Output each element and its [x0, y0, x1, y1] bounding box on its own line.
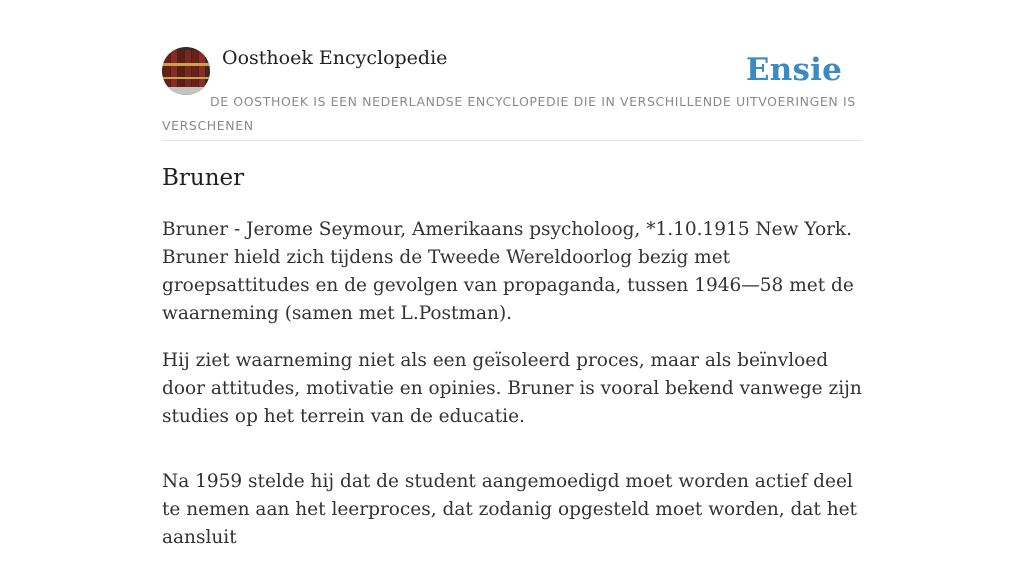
site-header	[162, 46, 862, 141]
article-paragraph: Bruner - Jerome Seymour, Amerikaans psycholoog, *1.10.1915 New York. Bruner hield zich tijdens de Tweede Wereldoorlog bezig met groepsattitudes en de gevolgen van propaganda, tussen 1946—58 met de waarneming (samen met L.Postman).	[162, 219, 854, 324]
article-body	[162, 216, 862, 571]
encyclopedia-books-icon[interactable]	[162, 47, 210, 95]
publication-tagline: DE OOSTHOEK IS EEN NEDERLANDSE ENCYCLOPEDIE DIE IN VERSCHILLENDE UITVOERINGEN IS VERSCHENEN	[162, 94, 856, 133]
ensie-logo-link[interactable]: Ensie	[745, 52, 842, 88]
publication-title-link[interactable]: Oosthoek Encyclopedie	[222, 47, 448, 69]
article-paragraph: Hij ziet waarneming niet als een geïsoleerd proces, maar als beïnvloed door attitudes, motivatie en opinies. Bruner is vooral bekend vanwege zijn studies op het terrein van de educatie.	[162, 350, 862, 427]
article-title: Bruner	[162, 165, 245, 191]
article-paragraph: Na 1959 stelde hij dat de student aangemoedigd moet worden actief deel te nemen aan het leerproces, dat zodanig opgesteld moet worden, dat het aansluit	[162, 471, 857, 548]
